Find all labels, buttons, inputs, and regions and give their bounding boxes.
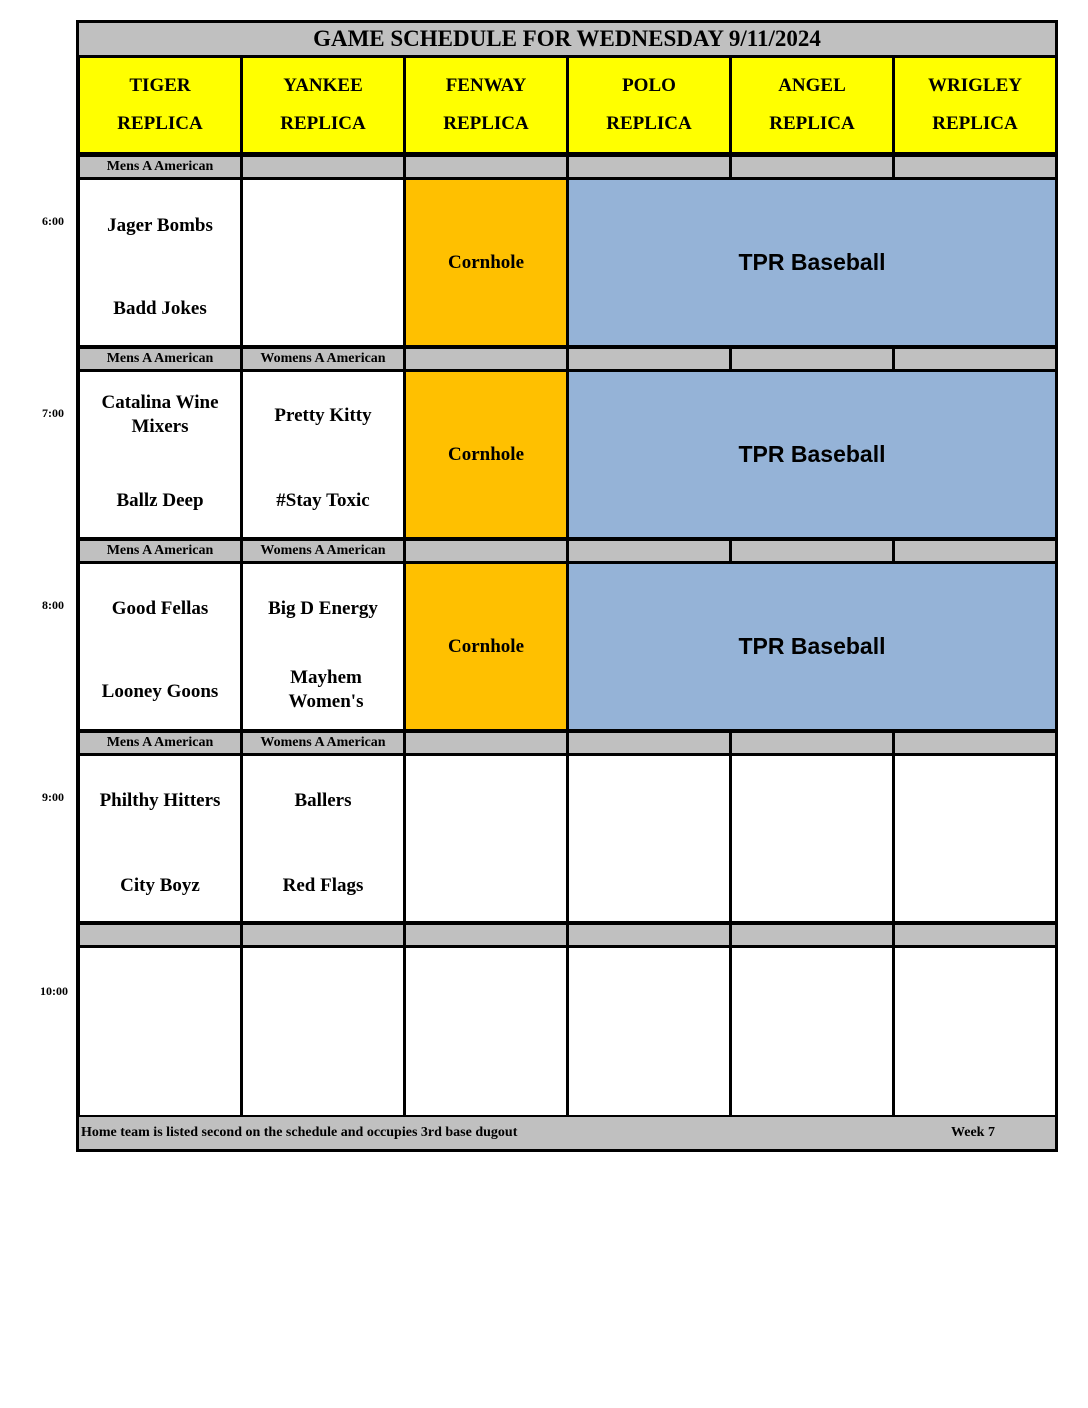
away-team: Big D Energy — [268, 598, 378, 619]
home-team: Looney Goons — [101, 681, 219, 702]
game-cell-empty — [892, 945, 1058, 1118]
field-name: WRIGLEY — [928, 75, 1022, 96]
division-label: Mens A American — [77, 154, 243, 180]
field-header-yankee — [240, 55, 406, 155]
away-team: Jager Bombs — [107, 215, 213, 236]
field-name: FENWAY — [445, 75, 527, 96]
field-sub: REPLICA — [443, 113, 529, 134]
game-cell-tiger — [77, 177, 243, 348]
cornhole-block: Cornhole — [403, 369, 569, 540]
schedule-footer — [79, 1117, 1055, 1149]
away-team: Philthy Hitters — [99, 790, 221, 811]
home-team: #Stay Toxic — [276, 490, 370, 511]
game-cell-empty — [403, 945, 569, 1118]
cornhole-block: Cornhole — [403, 561, 569, 732]
field-sub: REPLICA — [932, 113, 1018, 134]
field-header-tiger — [77, 55, 243, 155]
field-name: YANKEE — [283, 75, 363, 96]
game-cell-yankee — [240, 369, 406, 540]
time-label: 9:00 — [42, 790, 64, 804]
time-label: 6:00 — [42, 214, 64, 228]
week-label: Week 7 — [951, 1125, 995, 1140]
home-team — [243, 285, 403, 333]
game-cell-empty — [77, 945, 243, 1118]
away-team: Ballers — [294, 790, 352, 811]
home-team: Ballz Deep — [116, 490, 204, 511]
game-cell-tiger — [77, 369, 243, 540]
home-team: Mayhem Women's — [288, 667, 364, 712]
field-sub: REPLICA — [117, 113, 203, 134]
division-label: Womens A American — [240, 538, 406, 564]
game-cell-tiger — [77, 753, 243, 924]
home-team: Badd Jokes — [113, 298, 207, 319]
home-team: City Boyz — [120, 875, 200, 896]
game-cell-empty — [729, 945, 895, 1118]
time-label: 8:00 — [42, 598, 64, 612]
field-name: ANGEL — [778, 75, 846, 96]
field-name: TIGER — [129, 75, 191, 96]
division-label: Mens A American — [77, 346, 243, 372]
home-team: Red Flags — [282, 875, 364, 896]
division-label: Womens A American — [240, 346, 406, 372]
home-team-note: Home team is listed second on the schedule and occupies 3rd base dugout — [81, 1125, 518, 1140]
away-team: Good Fellas — [111, 598, 209, 619]
field-sub: REPLICA — [769, 113, 855, 134]
schedule-title: GAME SCHEDULE FOR WEDNESDAY 9/11/2024 — [79, 23, 1055, 55]
field-header-polo — [566, 55, 732, 155]
division-label: Mens A American — [77, 538, 243, 564]
game-cell-yankee — [240, 561, 406, 732]
game-cell-tiger — [77, 561, 243, 732]
game-cell-yankee — [240, 177, 406, 348]
cornhole-block: Cornhole — [403, 177, 569, 348]
game-cell-empty — [403, 753, 569, 924]
tpr-baseball-block: TPR Baseball — [566, 369, 1058, 540]
field-sub: REPLICA — [606, 113, 692, 134]
game-cell-yankee — [240, 753, 406, 924]
division-label: Mens A American — [77, 730, 243, 756]
tpr-baseball-block: TPR Baseball — [566, 177, 1058, 348]
away-team: Catalina Wine Mixers — [101, 392, 219, 437]
time-label: 10:00 — [40, 984, 68, 998]
field-header-fenway — [403, 55, 569, 155]
time-label: 7:00 — [42, 406, 64, 420]
game-cell-empty — [566, 945, 732, 1118]
tpr-baseball-block: TPR Baseball — [566, 561, 1058, 732]
game-cell-empty — [240, 945, 406, 1118]
field-header-wrigley — [892, 55, 1058, 155]
field-name: POLO — [622, 75, 676, 96]
division-label: Womens A American — [240, 730, 406, 756]
away-team — [243, 202, 403, 250]
field-sub: REPLICA — [280, 113, 366, 134]
away-team: Pretty Kitty — [274, 405, 372, 426]
game-cell-empty — [566, 753, 732, 924]
game-cell-empty — [892, 753, 1058, 924]
field-header-angel — [729, 55, 895, 155]
game-cell-empty — [729, 753, 895, 924]
